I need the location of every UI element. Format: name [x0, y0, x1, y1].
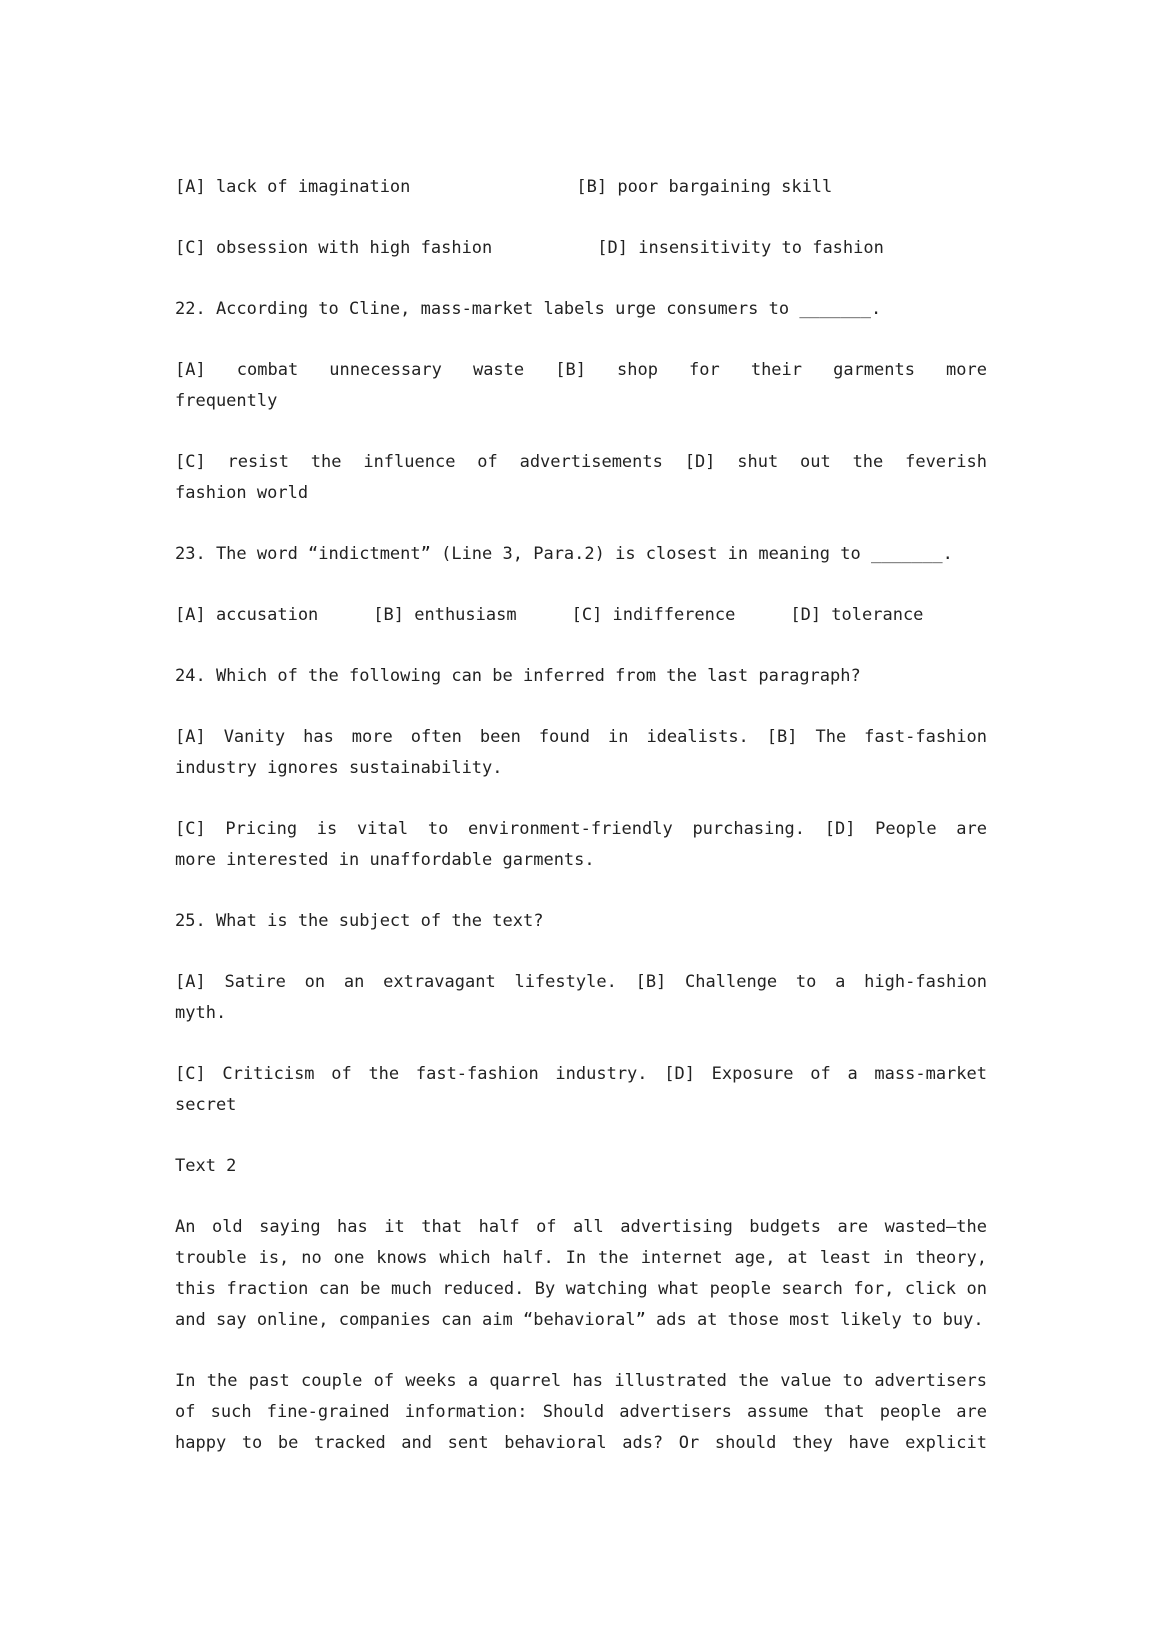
text2-heading: Text 2 [175, 1156, 237, 1176]
q22-options-ab-line2: frequently [175, 391, 278, 411]
document-page [175, 172, 987, 1459]
q24-stem: 24. Which of the following can be inferred from the last paragraph? [175, 666, 861, 686]
q22-stem: 22. According to Cline, mass-market labels urge consumers to _______. [175, 299, 882, 319]
q22-options-cd-line1: [C] resist the influence of advertisements [D] shut out the feverish [175, 452, 987, 472]
q21-option-c: [C] obsession with high fashion [175, 238, 493, 258]
q21-option-b: [B] poor bargaining skill [576, 177, 833, 197]
q21-options-ab [175, 172, 987, 203]
q25-options-ab-line2: myth. [175, 1003, 227, 1023]
text2-paragraph-2: In the past couple of weeks a quarrel has illustrated the value to advertisers of such fine-grained information: Should advertisers assume that people are happy to be tracked and sent behavioral ads? Or should they have explicit [175, 1371, 987, 1453]
q22-options-cd-line2: fashion world [175, 483, 309, 503]
q24-options-ab-line1: [A] Vanity has more often been found in idealists. [B] The fast-fashion [175, 727, 987, 747]
q21-option-a: [A] lack of imagination [175, 177, 411, 197]
q21-option-d: [D] insensitivity to fashion [597, 238, 884, 258]
q25-options-ab-line1: [A] Satire on an extravagant lifestyle. [B] Challenge to a high-fashion [175, 972, 987, 992]
q25-stem: 25. What is the subject of the text? [175, 911, 544, 931]
q24-options-cd-line1: [C] Pricing is vital to environment-friendly purchasing. [D] People are [175, 819, 987, 839]
q23-option-d: [D] tolerance [790, 605, 924, 625]
q25-options-cd-line1: [C] Criticism of the fast-fashion industry. [D] Exposure of a mass-market [175, 1064, 987, 1084]
q24-options-cd-line2: more interested in unaffordable garments. [175, 850, 595, 870]
q23-stem: 23. The word “indictment” (Line 3, Para.2) is closest in meaning to _______. [175, 544, 953, 564]
q23-options [175, 600, 987, 631]
text2-paragraph-1: An old saying has it that half of all advertising budgets are wasted—the trouble is, no one knows which half. In the internet age, at least in theory, this fraction can be much reduced. By watching what people search for, click on and say online, companies can aim “behavioral” ads at those most likely to buy. [175, 1217, 987, 1330]
q21-options-cd [175, 233, 987, 264]
q23-option-c: [C] indifference [571, 605, 736, 625]
q22-options-ab-line1: [A] combat unnecessary waste [B] shop for their garments more [175, 360, 987, 380]
q23-option-a: [A] accusation [175, 605, 319, 625]
q25-options-cd-line2: secret [175, 1095, 237, 1115]
q23-option-b: [B] enthusiasm [373, 605, 517, 625]
q24-options-ab-line2: industry ignores sustainability. [175, 758, 503, 778]
